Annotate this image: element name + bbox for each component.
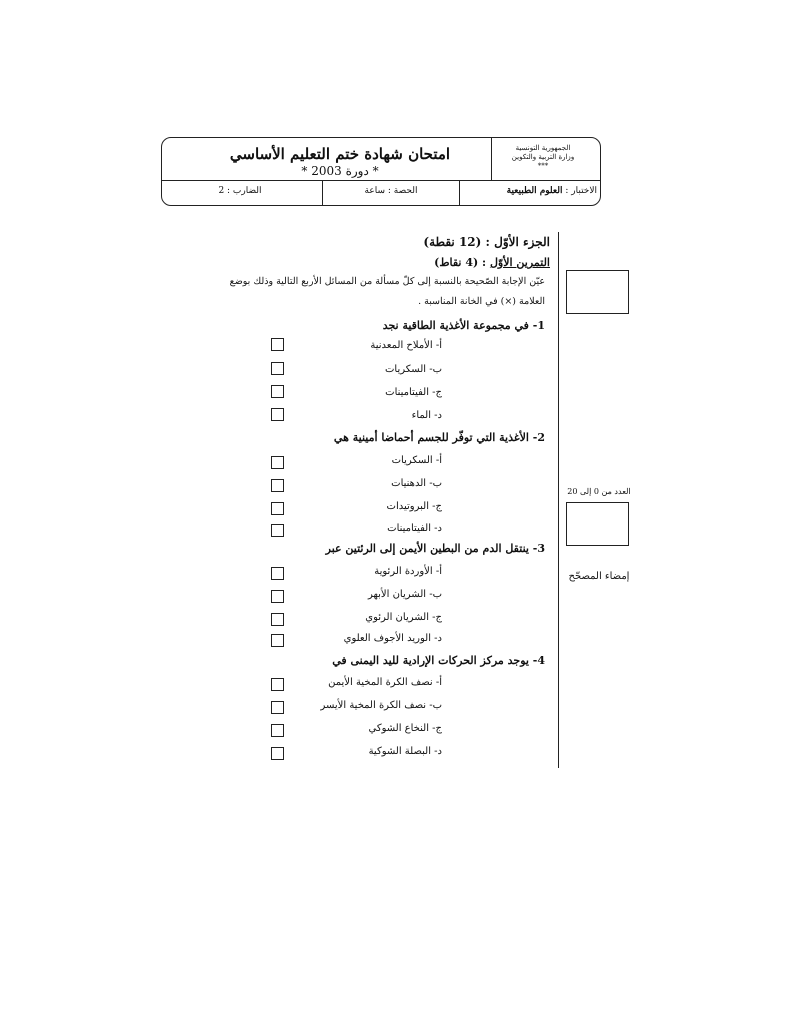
- answer-checkbox[interactable]: [271, 613, 284, 626]
- instruction-line: العلامة (×) في الخانة المناسبة .: [418, 296, 545, 307]
- answer-checkbox[interactable]: [271, 567, 284, 580]
- exam-session: * دورة 2003 *: [301, 164, 379, 178]
- coefficient-field: الضارب : 2: [218, 186, 262, 196]
- answer-checkbox[interactable]: [271, 701, 284, 714]
- option-label: أ- السكريات: [391, 455, 442, 466]
- margin-divider: [558, 232, 559, 768]
- answer-checkbox[interactable]: [271, 408, 284, 421]
- grade-box: [566, 502, 629, 546]
- option-label: ج- الفيتامينات: [385, 387, 442, 398]
- option-label: د- الماء: [411, 410, 442, 421]
- score-box: [566, 270, 629, 314]
- answer-checkbox[interactable]: [271, 590, 284, 603]
- republic-label: الجمهورية التونسية: [515, 144, 571, 152]
- option-label: ب- الدهنيات: [391, 478, 442, 489]
- answer-checkbox[interactable]: [271, 338, 284, 351]
- answer-checkbox[interactable]: [271, 385, 284, 398]
- question-2: 2- الأغذية التي توفّر للجسم أحماضا أمينية هي: [333, 431, 545, 444]
- answer-checkbox[interactable]: [271, 479, 284, 492]
- header-divider: [322, 180, 323, 206]
- subject-field: [462, 186, 597, 196]
- subject-label: الاختبار :: [565, 186, 597, 196]
- option-label: د- الوريد الأجوف العلوي: [343, 633, 442, 644]
- option-label: أ- الأملاح المعدنية: [370, 340, 442, 351]
- option-label: ب- نصف الكرة المخية الأيسر: [320, 700, 442, 711]
- answer-checkbox[interactable]: [271, 678, 284, 691]
- exercise-title-text: التمرين الأوّل: [489, 256, 550, 269]
- exam-title: امتحان شهادة ختم التعليم الأساسي: [229, 145, 451, 163]
- header-divider: [161, 180, 601, 181]
- option-label: ج- البروتيدات: [386, 501, 442, 512]
- question-4: 4- يوجد مركز الحركات الإرادية لليد اليمنى في: [332, 654, 545, 667]
- subject-value: العلوم الطبيعية: [506, 186, 563, 196]
- option-label: ج- النخاع الشوكي: [368, 723, 442, 734]
- grade-label: العدد من 0 إلى 20: [567, 487, 631, 496]
- answer-checkbox[interactable]: [271, 502, 284, 515]
- question-3: 3- ينتقل الدم من البطين الأيمن إلى الرئتين عبر: [325, 542, 545, 555]
- signature-label: إمضاء المصحّح: [568, 571, 630, 582]
- ministry-label: وزارة التربية والتكوين: [511, 153, 575, 161]
- option-label: أ- نصف الكرة المخية الأيمن: [328, 677, 442, 688]
- answer-checkbox[interactable]: [271, 634, 284, 647]
- header-stars: ***: [537, 162, 549, 170]
- question-1: 1- في مجموعة الأغذية الطاقية نجد: [382, 319, 545, 332]
- exercise-title: [300, 256, 550, 269]
- answer-checkbox[interactable]: [271, 747, 284, 760]
- exercise-points: : (4 نقاط): [434, 256, 487, 269]
- answer-checkbox[interactable]: [271, 456, 284, 469]
- instruction-line: عيّن الإجابة الصّحيحة بالنسبة إلى كلّ مسألة من المسائل الأربع التالية وذلك بوضع: [229, 276, 545, 287]
- part-title: الجزء الأوّل : (12 نقطة): [423, 235, 550, 249]
- duration-field: الحصة : ساعة: [364, 186, 418, 196]
- option-label: ب- الشريان الأبهر: [368, 589, 442, 600]
- option-label: ب- السكريات: [384, 364, 442, 375]
- option-label: د- البصلة الشوكية: [368, 746, 442, 757]
- answer-checkbox[interactable]: [271, 724, 284, 737]
- option-label: د- الفيتامينات: [387, 523, 442, 534]
- header-divider: [459, 180, 460, 206]
- option-label: ج- الشريان الرئوي: [365, 612, 442, 623]
- answer-checkbox[interactable]: [271, 524, 284, 537]
- option-label: أ- الأوردة الرئوية: [374, 566, 442, 577]
- answer-checkbox[interactable]: [271, 362, 284, 375]
